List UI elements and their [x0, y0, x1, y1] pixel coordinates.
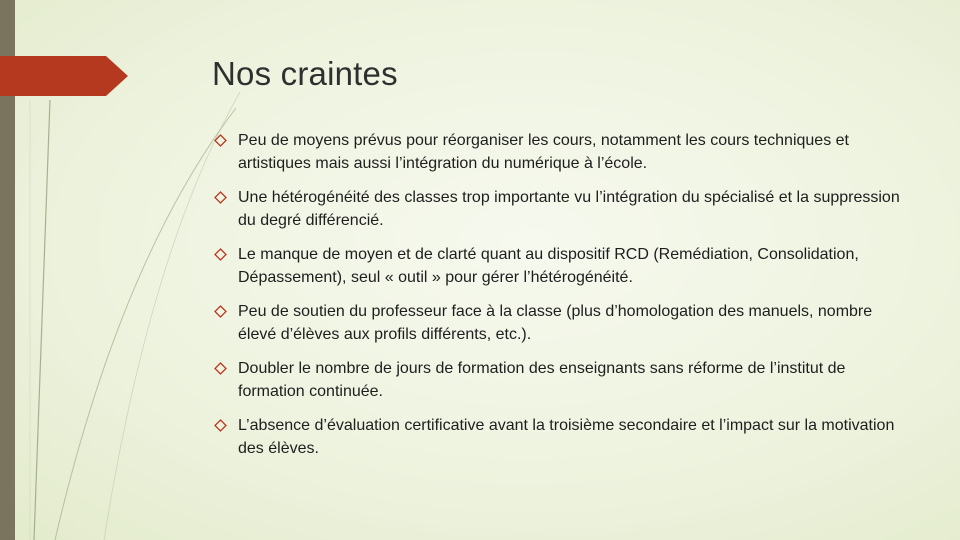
slide-title: Nos craintes — [212, 55, 398, 92]
bullet-text: Doubler le nombre de jours de formation des enseignants sans réforme de l’institut de formation continuée. — [238, 360, 846, 400]
bullet-text: L’absence d’évaluation certificative avant la troisième secondaire et l’impact sur la motivation des élèves. — [238, 417, 895, 457]
title-marker-arrow — [0, 56, 128, 96]
bullet-item — [214, 130, 914, 175]
diamond-outline-icon — [214, 191, 227, 204]
bullet-text: Le manque de moyen et de clarté quant au dispositif RCD (Remédiation, Consolidation, Dépassement), seul « outil » pour gérer l’hétérogénéité. — [238, 246, 859, 286]
bullet-list — [214, 130, 914, 472]
diamond-outline-icon — [214, 134, 227, 147]
diamond-outline-icon — [214, 362, 227, 375]
diamond-outline-icon — [214, 248, 227, 261]
bullet-item — [214, 358, 914, 403]
diamond-outline-icon — [214, 419, 227, 432]
bullet-item — [214, 301, 914, 346]
diamond-outline-icon — [214, 305, 227, 318]
bullet-text: Peu de moyens prévus pour réorganiser les cours, notamment les cours techniques et artistiques mais aussi l’intégration du numérique à l’école. — [238, 132, 849, 172]
bullet-text: Une hétérogénéité des classes trop importante vu l’intégration du spécialisé et la suppression du degré différencié. — [238, 189, 900, 229]
bullet-text: Peu de soutien du professeur face à la classe (plus d’homologation des manuels, nombre élevé d’élèves aux profils différents, etc.). — [238, 303, 873, 343]
bullet-item — [214, 244, 914, 289]
bullet-item — [214, 415, 914, 460]
bullet-item — [214, 187, 914, 232]
